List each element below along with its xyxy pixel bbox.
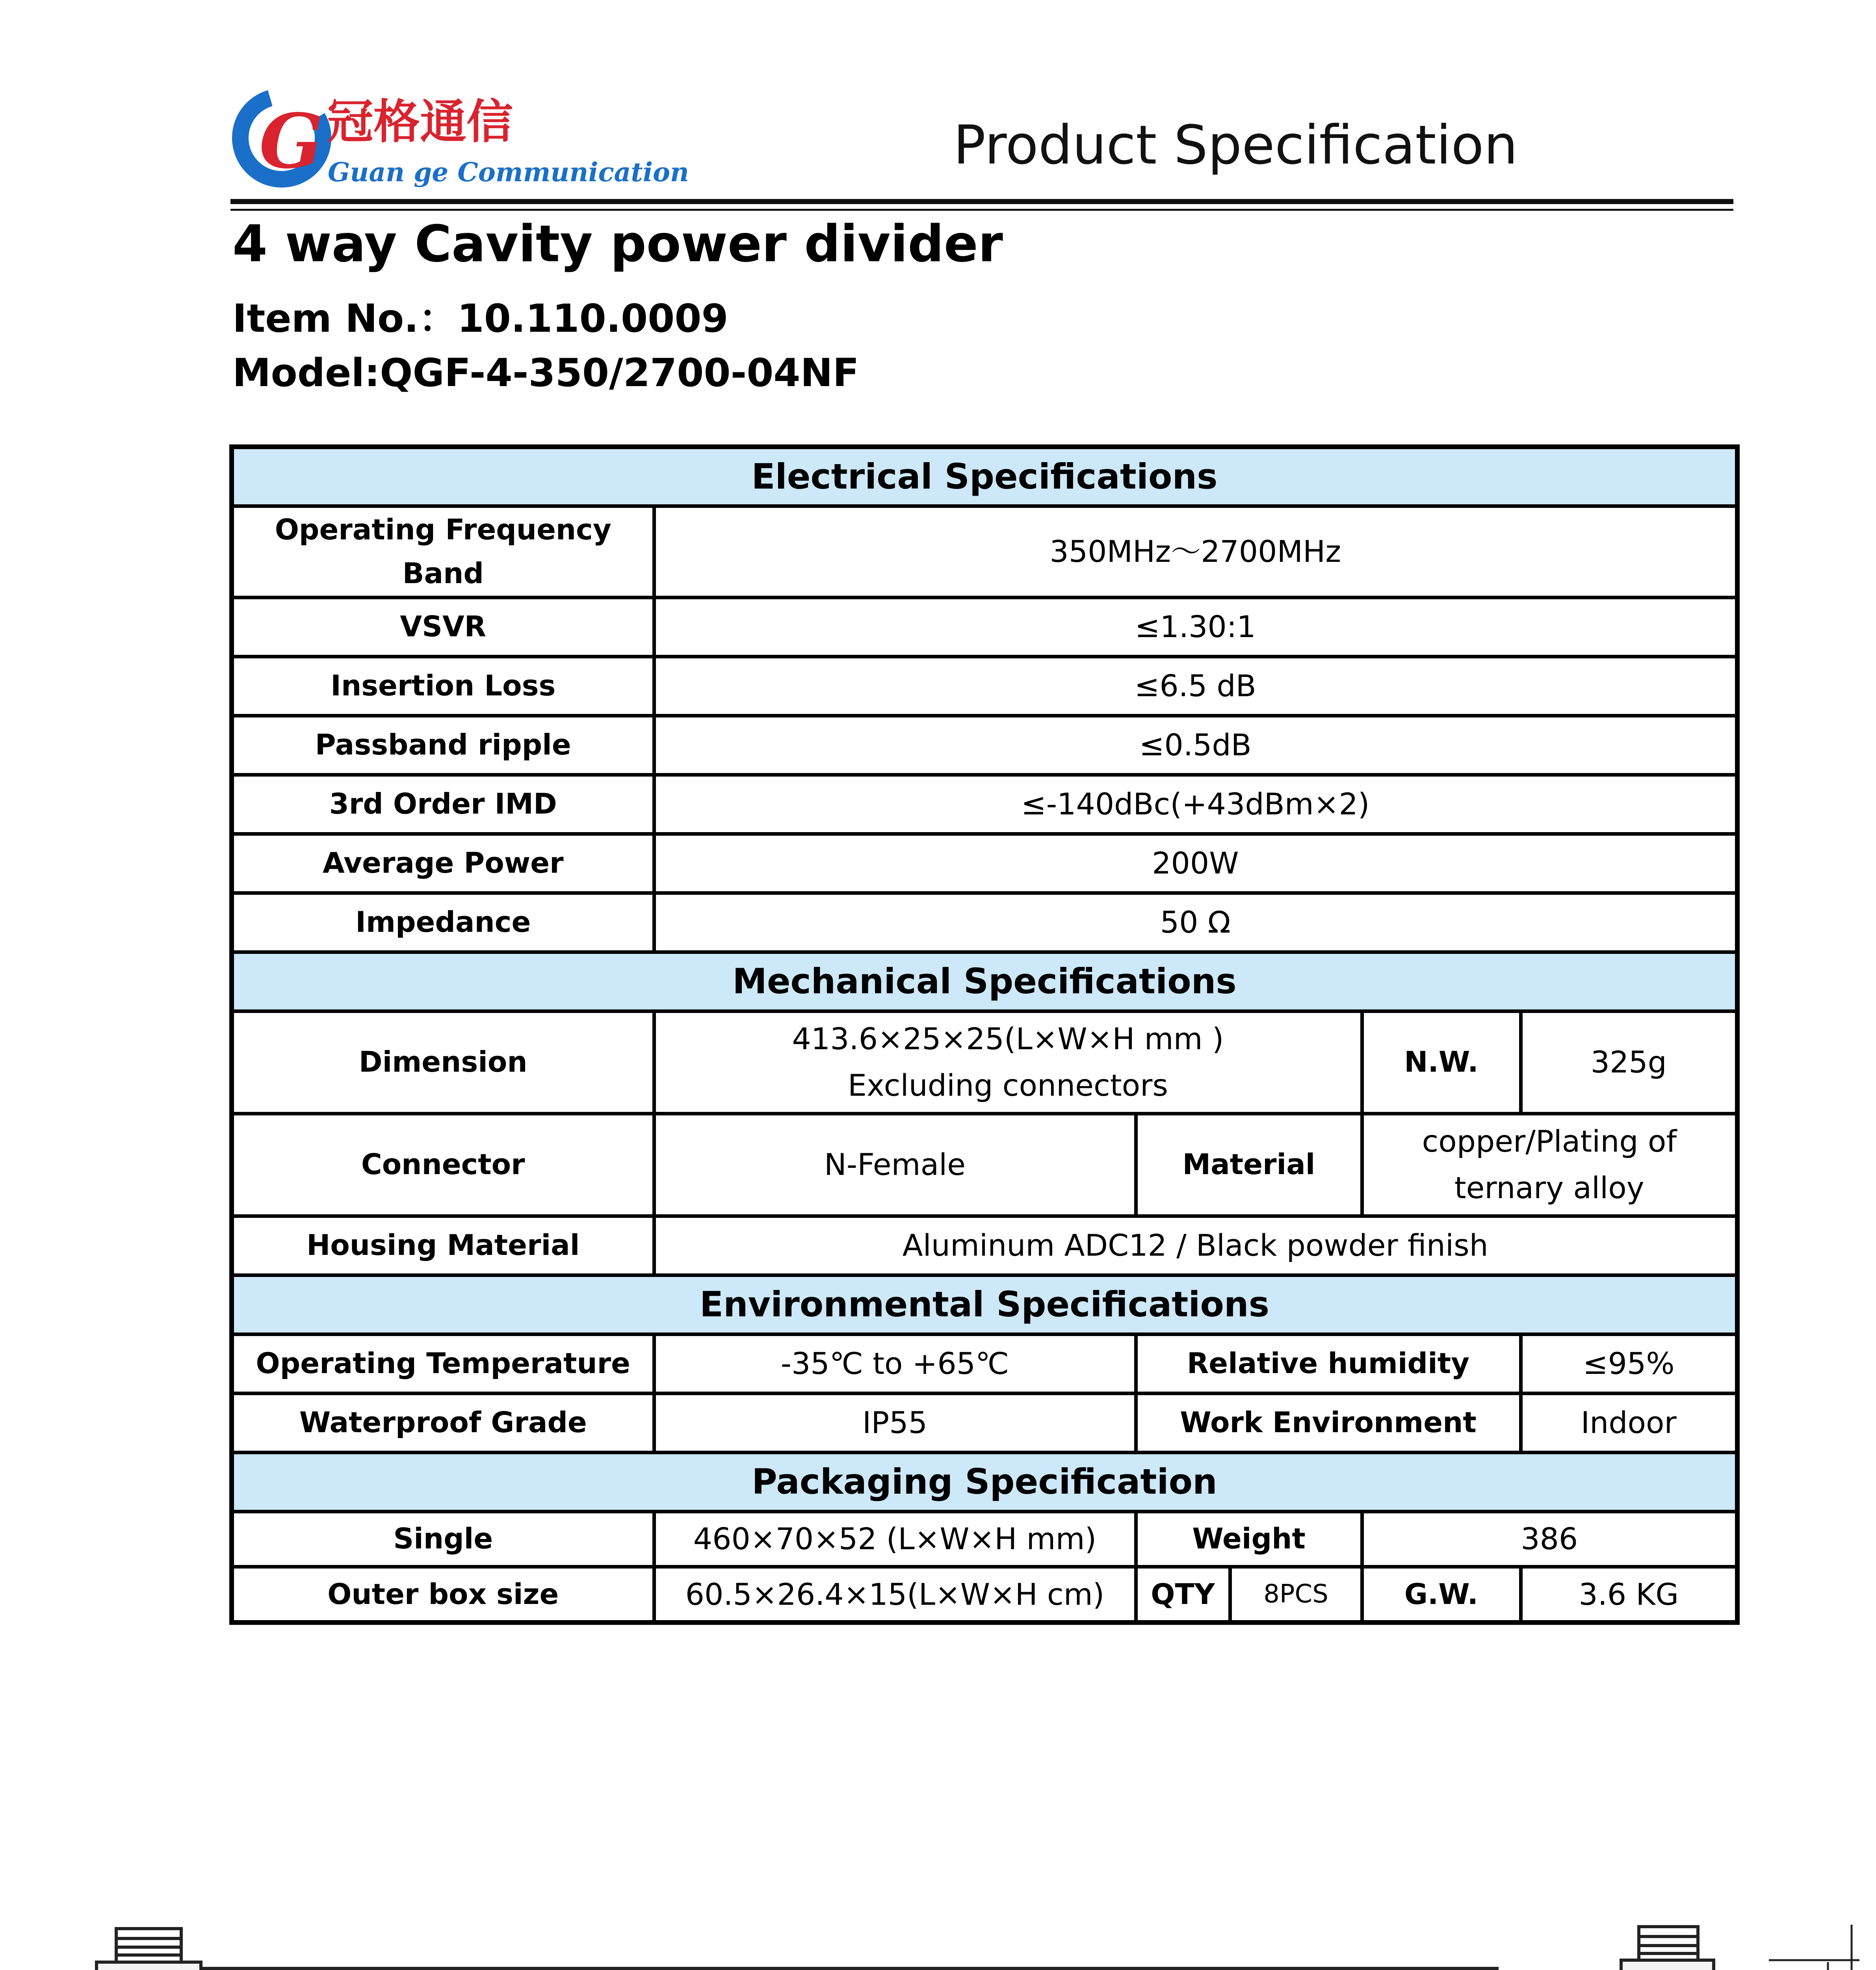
divider-body xyxy=(197,1968,1497,1970)
table-row xyxy=(232,597,1737,656)
work-env-value: Indoor xyxy=(1521,1393,1737,1452)
spec-label: Average Power xyxy=(232,834,654,893)
spec-value: 200W xyxy=(654,834,1737,893)
humidity-label: Relative humidity xyxy=(1136,1334,1521,1393)
spec-value: ≤6.5 dB xyxy=(654,656,1737,716)
table-row xyxy=(232,716,1737,775)
side-view xyxy=(1621,1925,1859,1970)
single-label: Single xyxy=(232,1511,654,1567)
spec-label: Passband ripple xyxy=(232,716,654,775)
dimension-value-line2: Excluding connectors xyxy=(848,1068,1168,1103)
spec-value: 350MHz～2700MHz xyxy=(654,506,1737,597)
material-label: Material xyxy=(1136,1113,1362,1216)
outer-box-label: Outer box size xyxy=(232,1567,654,1622)
item-number: Item No.：10.110.0009 xyxy=(232,296,728,341)
table-row xyxy=(232,893,1737,952)
logo-letter: G xyxy=(259,97,323,185)
table-row xyxy=(232,834,1737,893)
nw-label: N.W. xyxy=(1362,1011,1521,1113)
product-title: 4 way Cavity power divider xyxy=(232,215,1003,273)
logo-cn-name: 冠格通信 xyxy=(327,95,513,149)
company-logo xyxy=(236,83,689,201)
table-row xyxy=(232,506,1737,597)
gw-value: 3.6 KG xyxy=(1521,1567,1737,1622)
weight-label: Weight xyxy=(1136,1511,1362,1567)
dimension-value-line1: 413.6×25×25(L×W×H mm ) xyxy=(792,1021,1224,1057)
housing-label: Housing Material xyxy=(232,1216,654,1275)
spec-label: Operating Frequency Band xyxy=(232,506,654,597)
spec-value: ≤-140dBc(+43dBm×2) xyxy=(654,775,1737,834)
material-value-line2: ternary alloy xyxy=(1454,1170,1644,1206)
table-row xyxy=(232,656,1737,716)
logo-en-name: Guan ge Communication xyxy=(328,157,689,188)
mechanical-drawing xyxy=(32,1923,1859,1970)
header-divider-thin xyxy=(230,209,1733,211)
housing-value: Aluminum ADC12 / Black powder finish xyxy=(654,1216,1737,1275)
weight-value: 386 xyxy=(1362,1511,1737,1567)
spec-value: 50 Ω xyxy=(654,893,1737,952)
spec-label: Impedance xyxy=(232,893,654,952)
qty-label: QTY xyxy=(1136,1567,1230,1622)
table-row xyxy=(232,1216,1737,1275)
qty-value: 8PCS xyxy=(1230,1567,1362,1622)
table-row xyxy=(232,1511,1737,1567)
electrical-heading: Electrical Specifications xyxy=(232,447,1737,506)
connector-label: Connector xyxy=(232,1113,654,1216)
spec-value: ≤0.5dB xyxy=(654,716,1737,775)
mechanical-heading: Mechanical Specifications xyxy=(232,952,1737,1011)
outer-box-value: 60.5×26.4×15(L×W×H cm) xyxy=(654,1567,1136,1622)
table-row xyxy=(232,1567,1737,1622)
gw-label: G.W. xyxy=(1362,1567,1521,1622)
spec-value: ≤1.30:1 xyxy=(654,597,1737,656)
material-value-line1: copper/Plating of xyxy=(1422,1124,1677,1159)
dimension-label: Dimension xyxy=(232,1011,654,1113)
header-divider-thick xyxy=(230,199,1733,204)
model-number: Model:QGF-4-350/2700-04NF xyxy=(232,351,859,396)
document-type-heading: Product Specification xyxy=(953,114,1518,177)
work-env-label: Work Environment xyxy=(1136,1393,1521,1452)
material-value xyxy=(1362,1113,1737,1216)
humidity-value: ≤95% xyxy=(1521,1334,1737,1393)
connector-value: N-Female xyxy=(654,1113,1136,1216)
packaging-heading: Packaging Specification xyxy=(232,1452,1737,1511)
waterproof-label: Waterproof Grade xyxy=(232,1393,654,1452)
spec-label: VSVR xyxy=(232,597,654,656)
table-row xyxy=(232,1393,1737,1452)
table-row xyxy=(232,775,1737,834)
spec-label: Insertion Loss xyxy=(232,656,654,716)
environmental-heading: Environmental Specifications xyxy=(232,1275,1737,1334)
spec-table xyxy=(229,444,1740,1625)
op-temp-label: Operating Temperature xyxy=(232,1334,654,1393)
waterproof-value: IP55 xyxy=(654,1393,1136,1452)
table-row xyxy=(232,1334,1737,1393)
nw-value: 325g xyxy=(1521,1011,1737,1113)
dimension-value xyxy=(654,1011,1362,1113)
single-value: 460×70×52 (L×W×H mm) xyxy=(654,1511,1136,1567)
front-view xyxy=(35,1929,1554,1970)
spec-label: 3rd Order IMD xyxy=(232,775,654,834)
table-row xyxy=(232,1011,1737,1113)
op-temp-value: -35℃ to +65℃ xyxy=(654,1334,1136,1393)
table-row xyxy=(232,1113,1737,1216)
